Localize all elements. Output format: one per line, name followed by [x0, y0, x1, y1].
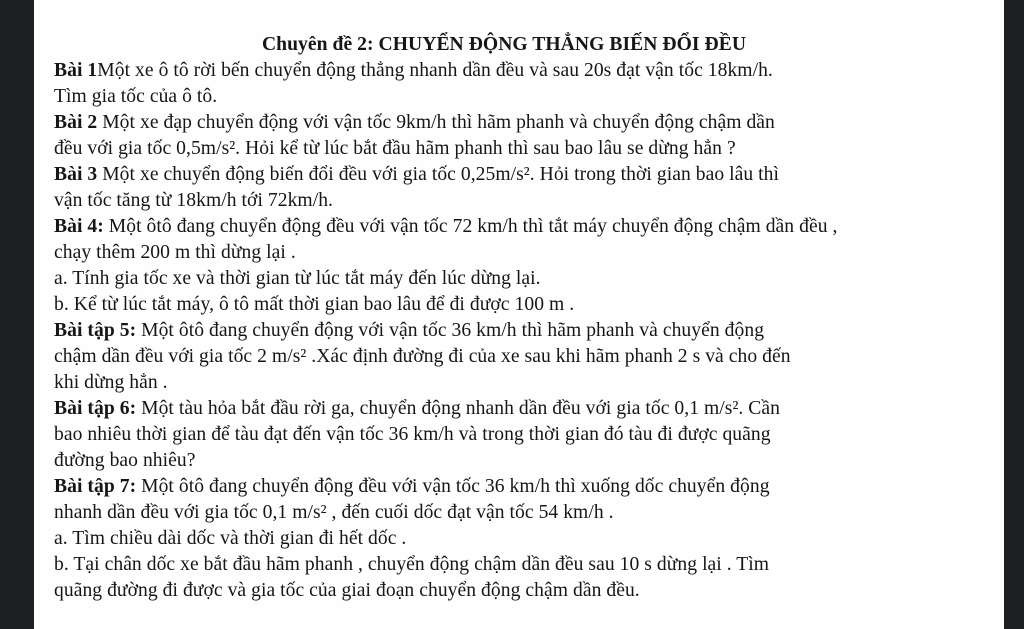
text-line [54, 292, 954, 318]
line-text: chạy thêm 200 m thì dừng lại . [54, 242, 296, 263]
text-line [54, 474, 954, 500]
line-text: Một xe chuyển động biến đổi đều với gia tốc 0,25m/s². Hỏi trong thời gian bao lâu thì [97, 164, 780, 185]
text-line [54, 162, 954, 188]
text-line [54, 552, 954, 578]
line-text: a. Tìm chiều dài dốc và thời gian đi hết dốc . [54, 528, 407, 549]
text-line [54, 318, 954, 344]
text-line [54, 396, 954, 422]
line-text: bao nhiêu thời gian để tàu đạt đến vận tốc 36 km/h và trong thời gian đó tàu đi được quãng [54, 424, 771, 445]
line-text: Một ôtô đang chuyển động với vận tốc 36 km/h thì hãm phanh và chuyển động [136, 320, 765, 341]
page-title: Chuyên đề 2: CHUYỂN ĐỘNG THẲNG BIẾN ĐỔI ĐỀU [261, 34, 747, 55]
line-text: Một ôtô đang chuyển động đều với vận tốc 36 km/h thì xuống dốc chuyển động [136, 476, 770, 497]
line-text: b. Tại chân dốc xe bắt đầu hãm phanh , chuyển động chậm dần đều sau 10 s dừng lại . Tìm [54, 554, 770, 575]
line-text: a. Tính gia tốc xe và thời gian từ lúc tắt máy đến lúc dừng lại. [54, 268, 541, 289]
line-text: Một xe ô tô rời bến chuyển động thẳng nhanh dần đều và sau 20s đạt vận tốc 18km/h. [97, 60, 773, 81]
text-line [54, 370, 954, 396]
exercise-label: Bài 4: [54, 216, 104, 237]
text-line [54, 58, 954, 84]
text-line [54, 240, 954, 266]
exercise-label: Bài 3 [54, 164, 98, 185]
text-line [54, 84, 954, 110]
line-text: Một tàu hỏa bắt đầu rời ga, chuyển động nhanh dần đều với gia tốc 0,1 m/s². Cần [136, 398, 781, 419]
exercise-label: Bài 1 [54, 60, 98, 81]
line-text: Tìm gia tốc của ô tô. [54, 86, 218, 107]
exercise-label: Bài tập 5: [54, 320, 137, 341]
exercise-label: Bài tập 6: [54, 398, 137, 419]
line-text: quãng đường đi được và gia tốc của giai đoạn chuyển động chậm dần đều. [54, 580, 640, 601]
exercise-label: Bài tập 7: [54, 476, 137, 497]
text-line [54, 448, 954, 474]
line-text: khi dừng hẳn . [54, 372, 168, 393]
worksheet [54, 32, 954, 604]
line-text: Một xe đạp chuyển động với vận tốc 9km/h thì hãm phanh và chuyển động chậm dần [97, 112, 775, 133]
right-dark-border [1004, 0, 1024, 629]
left-dark-border [0, 0, 34, 629]
line-text: Một ôtô đang chuyển động đều với vận tốc 72 km/h thì tắt máy chuyển động chậm dần đều , [103, 216, 838, 237]
text-line [54, 136, 954, 162]
text-line [54, 578, 954, 604]
text-line [54, 500, 954, 526]
line-text: b. Kể từ lúc tắt máy, ô tô mất thời gian bao lâu để đi được 100 m . [54, 294, 575, 315]
text-line [54, 188, 954, 214]
text-line [54, 526, 954, 552]
line-text: vận tốc tăng từ 18km/h tới 72km/h. [54, 190, 334, 211]
text-line [54, 266, 954, 292]
line-text: đường bao nhiêu? [54, 450, 196, 471]
text-line [54, 344, 954, 370]
exercise-label: Bài 2 [54, 112, 98, 133]
line-text: chậm dần đều với gia tốc 2 m/s² .Xác định đường đi của xe sau khi hãm phanh 2 s và cho đến [54, 346, 791, 367]
text-line [54, 422, 954, 448]
line-text: đều với gia tốc 0,5m/s². Hỏi kể từ lúc bắt đầu hãm phanh thì sau bao lâu se dừng hẳn ? [54, 138, 736, 159]
text-line [54, 110, 954, 136]
line-text: nhanh dần đều với gia tốc 0,1 m/s² , đến cuối dốc đạt vận tốc 54 km/h . [54, 502, 614, 523]
text-line [54, 214, 954, 240]
